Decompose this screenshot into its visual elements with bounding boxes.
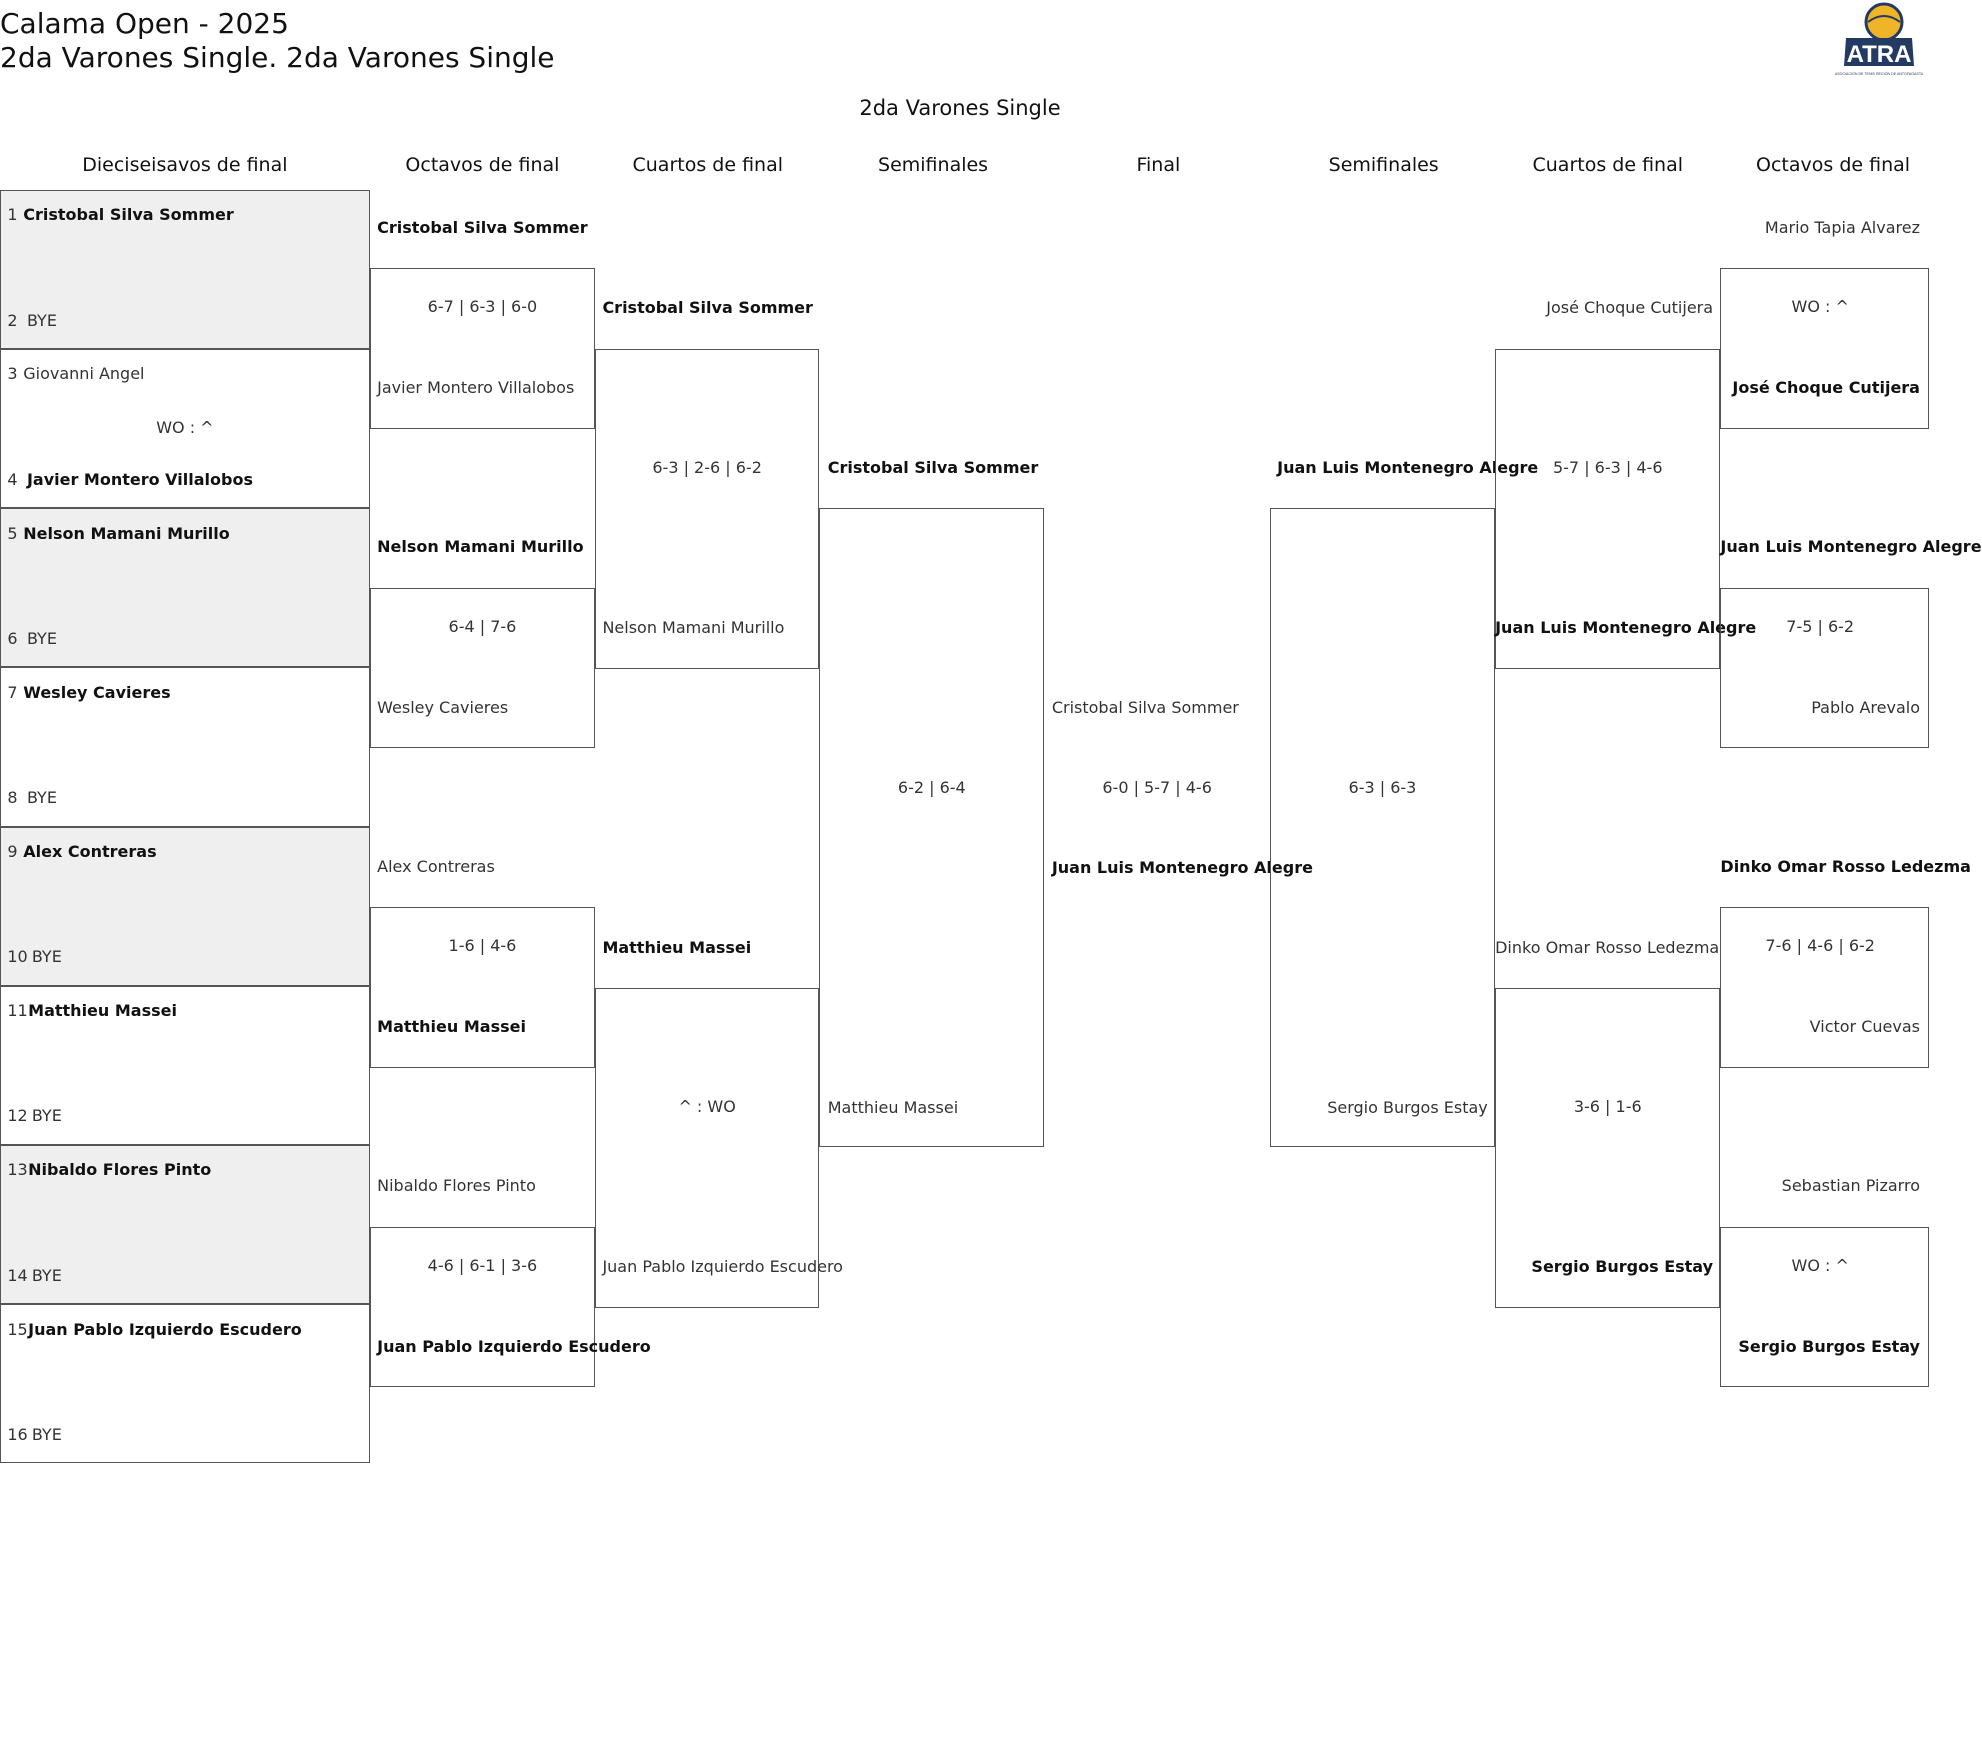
match-box [370,907,595,1067]
column-header: Cuartos de final [632,154,783,176]
match-score: WO : ^ [1791,1255,1849,1275]
seed-number: 11 [7,1001,28,1021]
player-name: Javier Montero Villalobos [26,469,253,489]
match-score: 6-7 | 6-3 | 6-0 [427,297,538,317]
player-name: José Choque Cutijera [1546,298,1714,318]
player-name: Nelson Mamani Murillo [23,523,230,543]
player-name: Cristobal Silva Sommer [23,205,234,225]
match-box [1270,508,1495,1147]
player-name: Matthieu Massei [28,1001,177,1021]
player-name: Matthieu Massei [602,937,752,957]
match-score: 6-3 | 2-6 | 6-2 [652,457,762,477]
match-box [370,588,595,748]
player-name: Victor Cuevas [1809,1017,1920,1037]
player-name: Alex Contreras [377,856,495,876]
match-box [1720,907,1928,1067]
seed-number: 12 [7,1106,28,1126]
player-name: Pablo Arevalo [1811,697,1920,717]
player-name: Nelson Mamani Murillo [377,537,584,557]
seed-number: 6 [7,628,18,648]
column-header: Semifinales [878,154,989,176]
player-name: Juan Luis Montenegro Alegre [1495,617,1757,637]
player-name: Sergio Burgos Estay [1738,1336,1920,1356]
match-score: 6-4 | 7-6 [448,616,517,636]
player-name: Sebastian Pizarro [1781,1176,1920,1196]
player-name: Dinko Omar Rosso Ledezma [1495,937,1720,957]
player-name: Wesley Cavieres [23,682,171,702]
player-name: Cristobal Silva Sommer [827,457,1039,477]
seed-number: 4 [7,469,18,489]
player-name: Wesley Cavieres [377,697,509,717]
match-score: 6-2 | 6-4 [897,778,966,798]
player-name: BYE [26,628,57,648]
seed-number: 10 [7,947,28,967]
player-name: Mario Tapia Alvarez [1764,217,1920,237]
player-name: BYE [26,310,57,330]
player-name: Cristobal Silva Sommer [377,217,588,237]
match-score: ^ : WO [678,1096,736,1116]
seed-number: 7 [7,682,18,702]
column-header: Octavos de final [1756,154,1911,176]
seed-number: 14 [7,1265,28,1285]
column-header: Octavos de final [405,154,560,176]
player-name: Cristobal Silva Sommer [1051,697,1239,717]
seed-number: 16 [7,1424,28,1444]
player-name: Juan Pablo Izquierdo Escudero [28,1319,302,1339]
bracket-title: 2da Varones Single [859,96,1061,120]
match-score: 6-3 | 6-3 [1348,778,1417,798]
player-name: Juan Luis Montenegro Alegre [1277,457,1539,477]
player-name: Sergio Burgos Estay [1531,1257,1714,1277]
player-name: Nibaldo Flores Pinto [28,1160,212,1180]
player-name: Nibaldo Flores Pinto [377,1176,536,1196]
match-score: 4-6 | 6-1 | 3-6 [427,1255,538,1275]
match-score: WO : ^ [156,418,214,438]
column-header: Final [1136,154,1181,176]
tournament-title: Calama Open - 2025 [0,7,289,40]
player-name: BYE [31,947,62,967]
match-score: 3-6 | 1-6 [1573,1096,1642,1116]
player-name: Dinko Omar Rosso Ledezma [1720,856,1971,876]
player-name: Giovanni Angel [23,364,145,384]
match-box [370,268,595,428]
seed-number: 1 [7,205,18,225]
player-name: Juan Pablo Izquierdo Escudero [377,1336,651,1356]
player-name: Juan Luis Montenegro Alegre [1051,857,1313,877]
seed-number: 9 [7,842,18,861]
seed-number: 8 [7,788,18,808]
player-name: Cristobal Silva Sommer [602,298,813,318]
match-score: 6-0 | 5-7 | 4-6 [1102,778,1212,798]
player-name: BYE [31,1106,62,1126]
seed-number: 15 [7,1319,28,1339]
player-name: Juan Luis Montenegro Alegre [1720,537,1982,557]
player-name: BYE [31,1424,62,1444]
logo-text: ATRA [1846,41,1912,68]
match-box [819,508,1044,1147]
player-name: Matthieu Massei [827,1097,959,1117]
player-name: Alex Contreras [23,842,157,861]
column-header: Cuartos de final [1532,154,1683,176]
player-name: José Choque Cutijera [1732,377,1920,397]
tournament-subtitle: 2da Varones Single. 2da Varones Single [0,41,555,74]
seed-number: 2 [7,310,18,330]
seed-number: 3 [7,364,18,384]
column-header: Dieciseisavos de final [82,154,288,176]
match-box [1720,268,1928,428]
logo-subtext: ASOCIACIÓN DE TENIS REGIÓN DE ANTOFAGASTA [1834,72,1924,76]
player-name: Nelson Mamani Murillo [602,617,785,637]
seed-number: 13 [7,1160,28,1180]
atra-logo [1834,0,1924,82]
player-name: Juan Pablo Izquierdo Escudero [602,1257,843,1277]
player-name: Matthieu Massei [377,1017,526,1037]
match-box [1720,588,1928,748]
seed-number: 5 [7,523,18,543]
player-name: Sergio Burgos Estay [1327,1097,1488,1117]
player-name: BYE [31,1265,62,1285]
player-name: BYE [26,788,57,808]
match-score: 7-6 | 4-6 | 6-2 [1765,936,1875,956]
match-box [370,1227,651,1387]
match-score: 1-6 | 4-6 [448,936,517,956]
match-score: 7-5 | 6-2 [1786,616,1855,636]
match-score: 5-7 | 6-3 | 4-6 [1552,457,1663,477]
match-score: WO : ^ [1791,297,1849,317]
column-header: Semifinales [1328,154,1439,176]
match-box [1720,1227,1928,1387]
player-name: Javier Montero Villalobos [377,377,575,397]
